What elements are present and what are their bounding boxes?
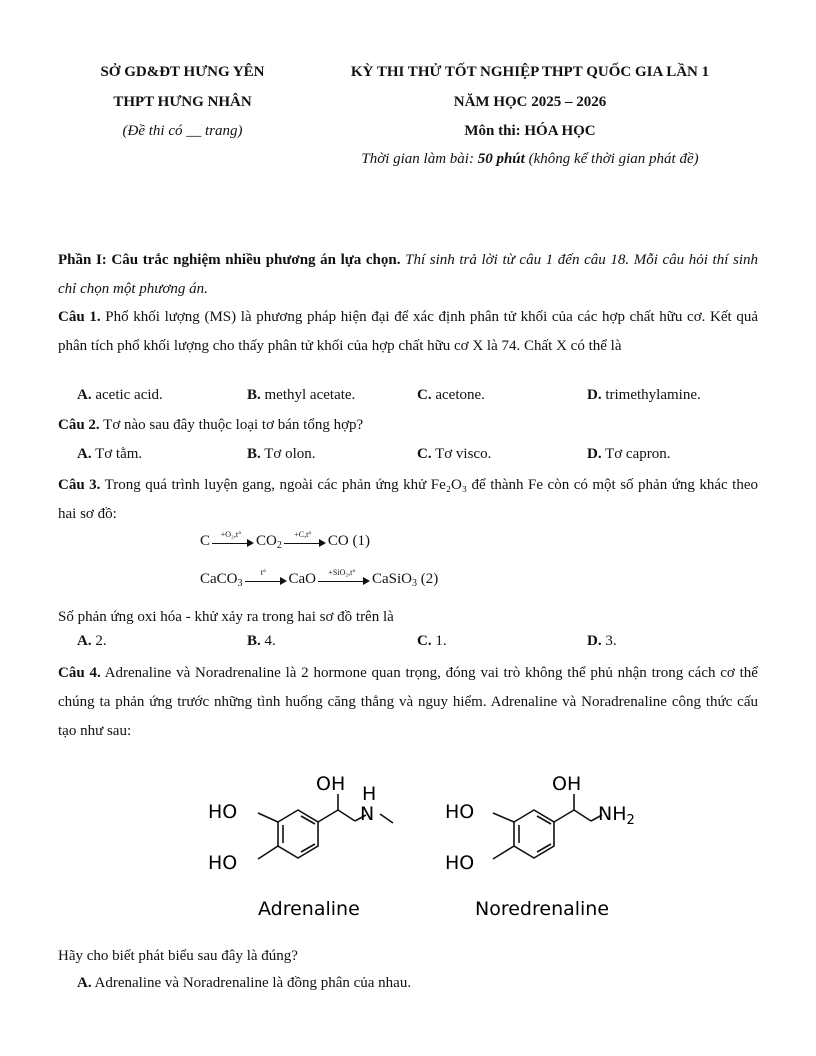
- question-3-text: Trong quá trình luyện gang, ngoài các phản ứng khử Fe₂O₃ để thành Fe còn có một số phản ứng khác theo hai sơ đồ:: [58, 477, 758, 522]
- hydroxyl-label: OH: [316, 773, 346, 795]
- option-a[interactable]: A. Tơ tằm.: [77, 446, 143, 462]
- question-3-prompt: Số phản ứng oxi hóa - khử xảy ra trong hai sơ đồ trên là: [58, 609, 394, 625]
- hydroxyl-label: HO: [445, 852, 475, 874]
- question-3: [58, 471, 758, 529]
- question-4: [58, 659, 758, 746]
- question-4-text: Adrenaline và Noradrenaline là 2 hormone quan trọng, đóng vai trò không thể phủ nhận trong cách cơ thể chúng ta phản ứng trước những tình huống căng thẳng và nguy hiểm. Adrenaline và Noradrenaline công thức cấu tạo như sau:: [58, 665, 758, 739]
- time-value: 50 phút: [477, 151, 525, 167]
- reaction-arrow: +C,t°: [284, 536, 326, 548]
- hydroxyl-label: HO: [445, 801, 475, 823]
- reaction-scheme-1: C +O₂,t° $CO_2$ +C,t° CO (1): [200, 529, 370, 551]
- question-4-label: Câu 4.: [58, 665, 101, 681]
- question-1-label: Câu 1.: [58, 309, 101, 325]
- option-b[interactable]: B. 4.: [247, 633, 276, 649]
- department-name: SỞ GD&ĐT HƯNG YÊN: [100, 64, 265, 80]
- subject-line: [300, 123, 760, 140]
- amine-hydrogen-label: H: [362, 783, 377, 805]
- reaction-arrow: t°: [245, 574, 287, 586]
- time-prefix: Thời gian làm bài:: [361, 151, 474, 167]
- noradrenaline-name: Noredrenaline: [475, 898, 610, 920]
- option-d[interactable]: D. Tơ capron.: [587, 446, 671, 462]
- hydroxyl-label: HO: [208, 801, 238, 823]
- reaction-arrow: +SiO₂,t°: [318, 574, 370, 586]
- question-2: [58, 411, 758, 440]
- reaction-arrow: +O₂,t°: [212, 536, 254, 548]
- question-3-options: [0, 633, 816, 655]
- part1-title: Phần I: Câu trắc nghiệm nhiều phương án lựa chọn.: [58, 252, 401, 268]
- subject-prefix: Môn thi:: [464, 123, 521, 139]
- option-d[interactable]: D. trimethylamine.: [587, 387, 701, 403]
- noradrenaline-structure: [493, 794, 602, 859]
- question-1: [58, 303, 758, 361]
- time-suffix: (không kể thời gian phát đề): [528, 151, 699, 167]
- option-b[interactable]: B. Tơ olon.: [247, 446, 316, 462]
- hydroxyl-label: OH: [552, 773, 582, 795]
- part1-instruction: Thí sinh trả lời từ câu 1 đến câu 18. Mỗi câu hỏi thí sinh chỉ chọn một phương án.: [58, 252, 758, 297]
- question-2-text: Tơ nào sau đây thuộc loại tơ bán tổng hợp?: [103, 417, 364, 433]
- subject-name: HÓA HỌC: [524, 123, 596, 139]
- time-line: [300, 151, 760, 168]
- option-a[interactable]: A. 2.: [77, 633, 107, 649]
- amine-label: $NH_2$: [598, 803, 635, 828]
- question-2-label: Câu 2.: [58, 417, 100, 433]
- question-4-prompt: Hãy cho biết phát biểu sau đây là đúng?: [58, 948, 298, 964]
- adrenaline-name: Adrenaline: [258, 898, 360, 920]
- pages-note: (Đề thi có __ trang): [122, 123, 243, 139]
- option-d[interactable]: D. 3.: [587, 633, 617, 649]
- question-3-label: Câu 3.: [58, 477, 101, 493]
- reaction-scheme-2: CaCO$_3$ t° CaO +SiO₂,t° CaSiO$_3$ (2): [200, 567, 439, 589]
- part1-heading: [58, 246, 758, 304]
- option-b[interactable]: B. methyl acetate.: [247, 387, 356, 403]
- option-c[interactable]: C. acetone.: [417, 387, 485, 403]
- structural-formulas: [200, 762, 648, 924]
- question-4-options: [0, 975, 816, 997]
- question-1-text: Phổ khối lượng (MS) là phương pháp hiện đại để xác định phân tử khối của các hợp chất hữu cơ. Kết quả phân tích phổ khối lượng cho thấy phân tử khối của hợp chất hữu cơ X là 74. Chất X có thể là: [58, 309, 759, 354]
- question-2-options: [0, 446, 816, 468]
- question-1-options: [0, 387, 816, 409]
- exam-title: KỲ THI THỬ TỐT NGHIỆP THPT QUỐC GIA LẦN 1: [350, 64, 710, 80]
- option-a[interactable]: A. Adrenaline và Noradrenaline là đồng phân của nhau.: [77, 975, 412, 991]
- amine-nitrogen-label: N: [360, 803, 375, 825]
- hydroxyl-label: HO: [208, 852, 238, 874]
- school-name: THPT HƯNG NHÂN: [113, 94, 252, 110]
- option-c[interactable]: C. 1.: [417, 633, 447, 649]
- school-year: NĂM HỌC 2025 – 2026: [453, 94, 607, 110]
- option-c[interactable]: C. Tơ visco.: [417, 446, 492, 462]
- option-a[interactable]: A. acetic acid.: [77, 387, 163, 403]
